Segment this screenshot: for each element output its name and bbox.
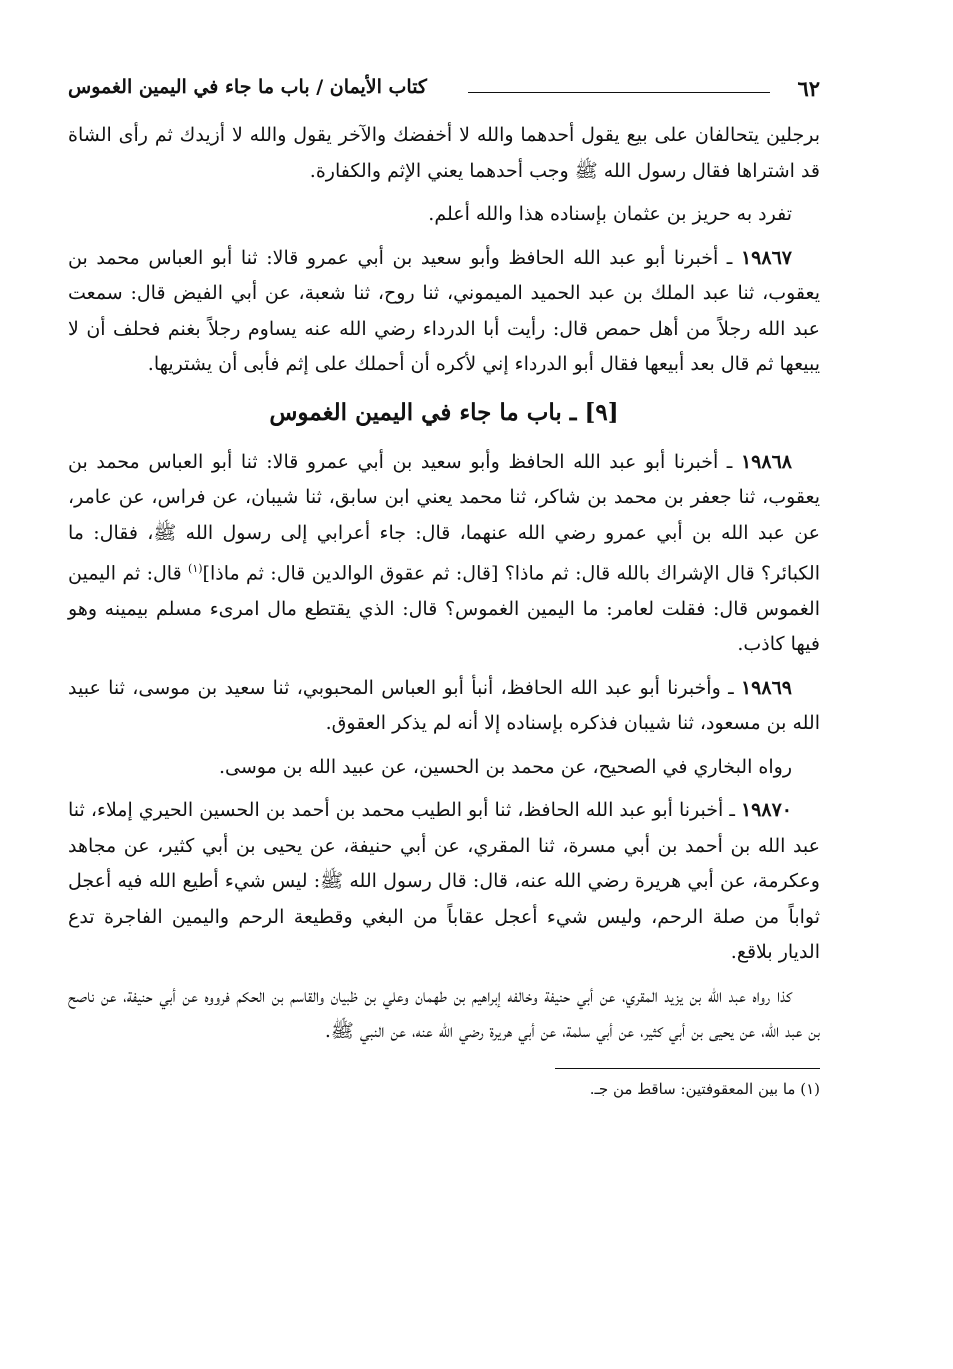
hadith-number: ١٩٨٧٠ (740, 799, 792, 822)
hadith-19867 (68, 241, 820, 383)
hadith-text-continued: قال: ثم اليمين الغموس قال: فقلت لعامر: ما اليمين الغموس؟ قال: الذي يقتطع مال امرىء مسلم بيمينه وهو فيها كاذب. (68, 562, 820, 656)
running-title: كتاب الأيمان / باب ما جاء في اليمين الغموس (68, 76, 427, 98)
chapter-heading: [٩] ـ باب ما جاء في اليمين الغموس (269, 398, 619, 426)
footnote: (١) ما بين المعقوفتين: ساقط من جـ. (589, 1079, 820, 1098)
paragraph-final: كذا رواه عبد الله بن يزيد المقري، عن أبي حنيفة وخالفه إبراهيم بن طهمان وعلي بن ظبيان والقاسم بن الحكم فرووه عن أبي حنيفة، عن ناصح بن عبد الله، عن يحيى بن أبي كثير، عن أبي سلمة، عن أبي هريرة رضي الله عنه، عن النبي ﷺ. (68, 984, 820, 1043)
hadith-number: ١٩٨٦٧ (740, 246, 792, 269)
hadith-19869 (68, 671, 820, 742)
hadith-text: ـ أخبرنا أبو عبد الله الحافظ وأبو سعيد بن أبي عمرو قالا: ثنا أبو العباس محمد بن يعقوب، ثنا جعفر بن محمد بن شاكر، ثنا محمد يعني ابن سابق، ثنا شيبان، عن فراس، عن عامر، عن عبد الله بن أبي عمرو رضي الله عنهما، قال: جاء أعرابي إلى رسول الله ﷺ، فقال: ما الكبائر؟ قال الإشراك بالله قال: ثم ماذا؟ [قال: ثم عقوق الوالدين قال: ثم ماذا] (68, 450, 820, 585)
page-number: ٦٢ (797, 76, 820, 101)
paragraph-note: تفرد به حريز بن عثمان بإسناده هذا والله أعلم. (428, 203, 792, 225)
page-body (68, 118, 820, 1101)
hadith-text: ـ أخبرنا أبو عبد الله الحافظ، ثنا أبو الطيب محمد بن أحمد بن الحسين الحيري إملاء، ثنا عبد الله بن أحمد بن أبي مسرة، ثنا المقري، عن أبي حنيفة، عن يحيى بن أبي كثير، عن مجاهد وعكرمة، عن أبي هريرة رضي الله عنه، قال: قال رسول الله ﷺ: ليس شيء أطيع الله فيه أعجل ثواباً من صلة الرحم، وليس شيء أعجل عقاباً من البغي وقطيعة الرحم واليمين الفاجرة تدع الديار بلاقع. (68, 799, 820, 964)
footnote-reference: (١) (188, 562, 203, 575)
hadith-19868 (68, 445, 820, 663)
paragraph-bukhari: رواه البخاري في الصحيح، عن محمد بن الحسين، عن عبيد الله بن موسى. (218, 755, 792, 778)
book-page (68, 70, 820, 1101)
hadith-text: ـ أخبرنا أبو عبد الله الحافظ وأبو سعيد بن أبي عمرو قالا: ثنا أبو العباس محمد بن يعقوب، ثنا عبد الملك بن عبد الحميد الميموني، ثنا روح، ثنا شعبة، عن أبي الفيض قال: سمعت عبد الله رجلاً من أهل حمص قال: رأيت أبا الدرداء رضي الله عنه يساوم رجلاً بغنم فحلف أن لا يبيعها ثم قال بعد أبيعها فقال أبو الدرداء إني لأكره أن أحملك على إثم فأبى أن يشتريها. (68, 246, 820, 375)
hadith-text: ـ وأخبرنا أبو عبد الله الحافظ، أنبأ أبو العباس المحبوبي، ثنا سعيد بن موسى، ثنا عبيد الله بن مسعود، ثنا شيبان فذكره بإسناده إلا أنه لم يذكر العقوق. (68, 676, 820, 735)
paragraph-continuation: برجلين يتحالفان على بيع يقول أحدهما والله لا أخفضك والآخر يقول والله لا أزيدك ثم رأى الشاة قد اشتراها فقال رسول الله ﷺ وجب أحدهما يعني الإثم والكفارة. (68, 124, 820, 182)
hadith-number: ١٩٨٦٨ (740, 450, 792, 473)
hadith-number: ١٩٨٦٩ (740, 676, 792, 699)
footnote-divider (555, 1068, 820, 1069)
header-rule (468, 92, 770, 93)
hadith-19870 (68, 793, 820, 971)
running-header (68, 70, 820, 106)
